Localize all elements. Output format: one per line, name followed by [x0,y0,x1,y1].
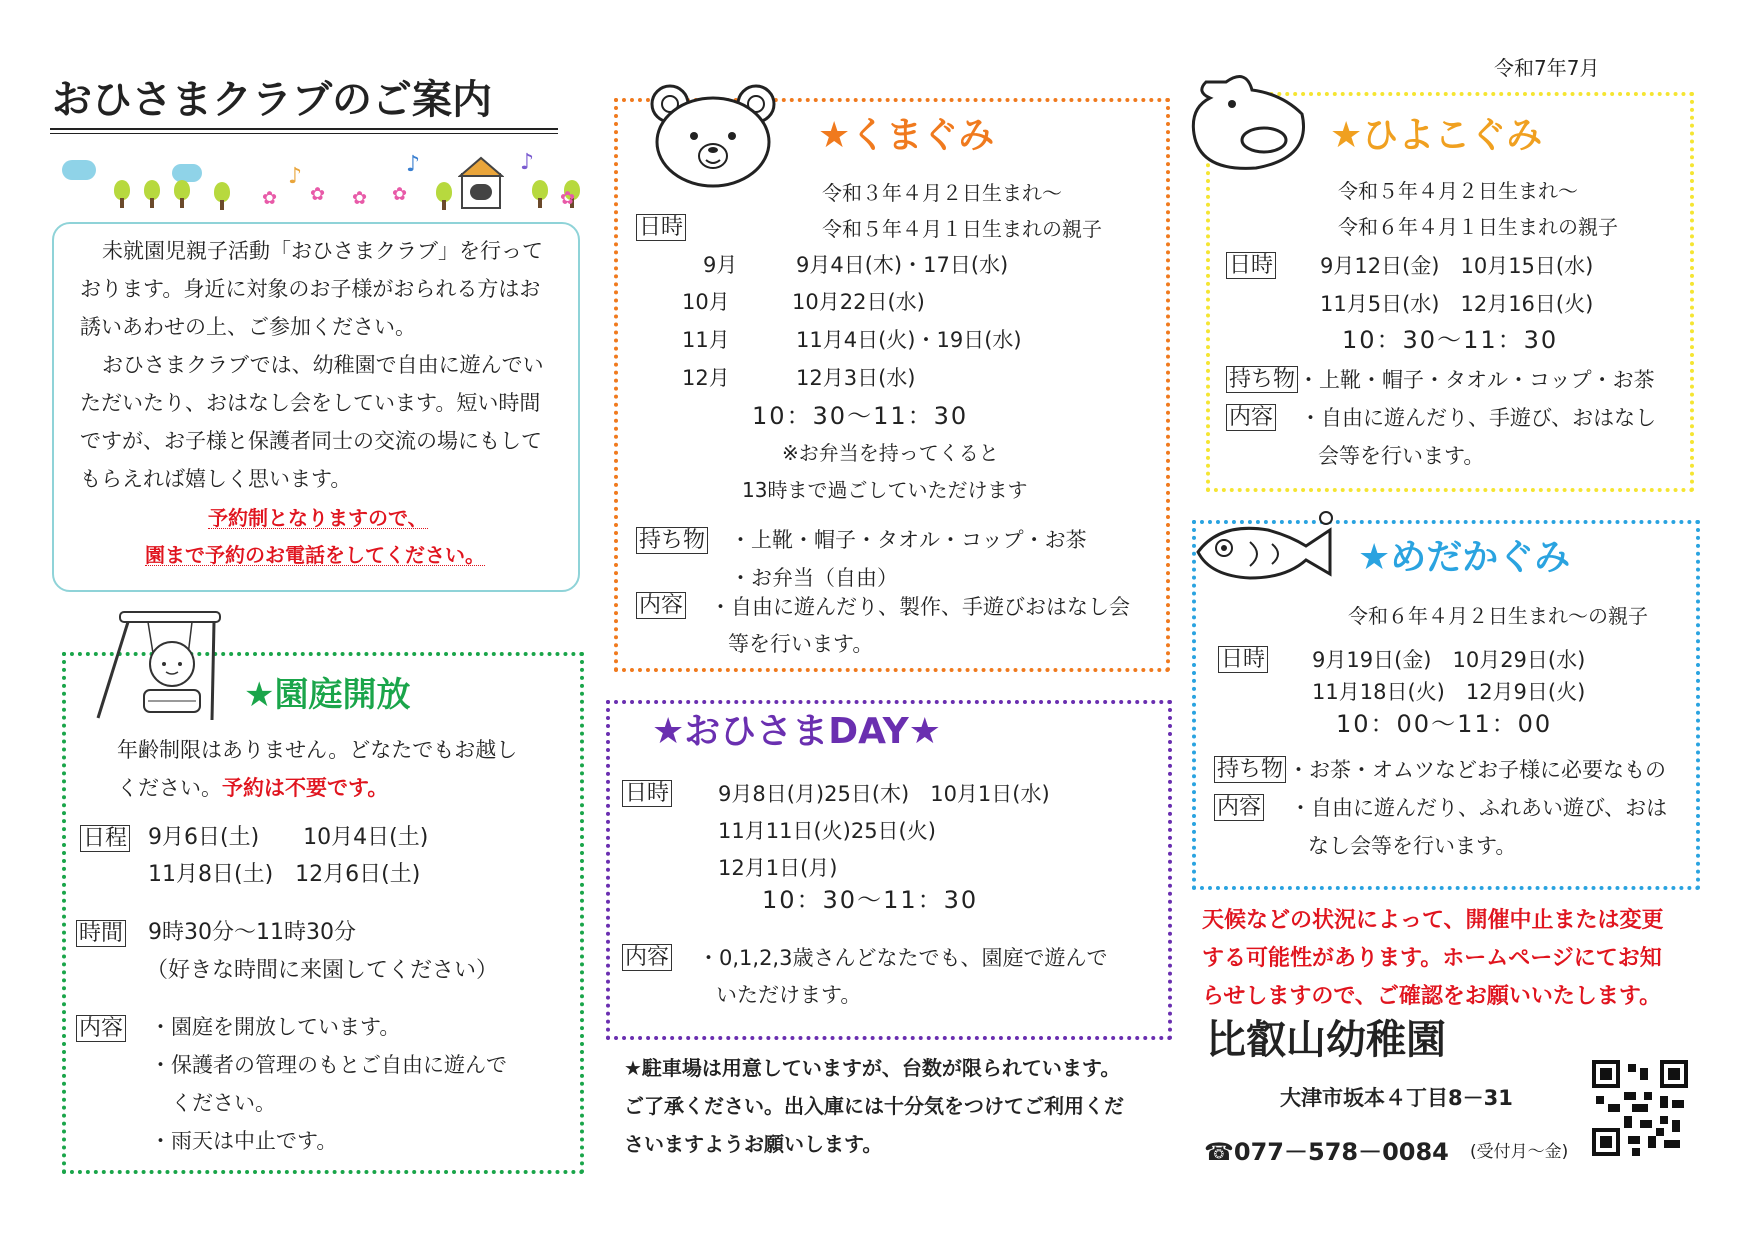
hiyoko-title: ★ひよこぐみ [1330,115,1543,156]
garden-desc: 年齢制限はありません。どなたでもお越し [117,738,518,762]
parking-notice: ご了承ください。出入庫には十分気をつけてご利用くだ [624,1094,1124,1118]
ohisama-day-content-label: 内容 [622,944,672,971]
hiyoko-dates: 11月5日(水) 12月16日(火) [1320,292,1594,316]
ohisama-day-time: 10：30～11：30 [762,886,979,914]
kuma-items-label: 持ち物 [636,527,708,554]
bear-icon [646,80,780,188]
hiyoko-time: 10：30～11：30 [1342,326,1559,354]
qr-code-icon[interactable] [1592,1060,1688,1156]
school-hours: (受付月～金) [1470,1142,1569,1162]
kuma-month: 11月 [682,328,730,352]
school-phone: ☎077－578－0084 [1204,1138,1449,1166]
title-underline-2 [50,133,558,134]
hiyoko-content: ・自由に遊んだり、手遊び、おはなし [1300,406,1657,430]
chick-icon [1186,68,1312,176]
kuma-month: 9月 [703,253,738,277]
flower-icon: ✿ [310,184,326,205]
intro-line: 未就園児親子活動「おひさまクラブ」を行って [102,239,543,263]
swing-child-icon [78,608,228,728]
medaka-items: ・お茶・オムツなどお子様に必要なもの [1288,758,1666,782]
kuma-time: 10：30～11：30 [752,402,969,430]
music-note-icon: ♪ [406,152,421,177]
music-note-icon: ♪ [520,150,535,175]
cloud-icon [62,160,96,180]
medaka-dates: 11月18日(火) 12月9日(火) [1312,680,1586,704]
flower-icon: ✿ [560,188,576,209]
decorative-scenery [48,150,578,220]
garden-content: ・保護者の管理のもとご自由に遊んで [150,1053,507,1077]
kuma-dates: 12月3日(水) [796,366,916,390]
issue-date: 令和7年7月 [1494,56,1600,80]
weather-warning: らせしますので、ご確認をお願いいたします。 [1202,984,1662,1009]
flower-icon: ✿ [262,188,278,209]
ohisama-day-dates: 12月1日(月) [718,856,838,880]
kuma-birth: 令和３年４月２日生まれ～ [822,181,1062,205]
medaka-dates: 9月19日(金) 10月29日(水) [1312,648,1586,672]
ohisama-day-content: いただけます。 [716,983,862,1007]
school-address: 大津市坂本４丁目8－31 [1280,1086,1513,1110]
flower-icon: ✿ [352,188,368,209]
ohisama-day-content: ・0,1,2,3歳さんどなたでも、園庭で遊んで [698,946,1108,970]
garden-content: ください。 [150,1091,276,1115]
medaka-date-label: 日時 [1218,646,1268,673]
music-note-icon: ♪ [288,164,303,189]
kuma-content: ・自由に遊んだり、製作、手遊びおはなし会 [710,595,1130,619]
garden-time-label: 時間 [76,920,126,947]
kuma-content: 等を行います。 [728,632,874,656]
kuma-title: ★くまぐみ [818,115,995,156]
ohisama-day-dates: 11月11日(火)25日(火) [718,819,936,843]
hiyoko-content: 会等を行います。 [1318,444,1485,468]
parking-notice: ★駐車場は用意していますが、台数が限られています。 [624,1056,1121,1080]
medaka-content-label: 内容 [1214,794,1264,821]
reservation-notice: 園まで予約のお電話をしてください。 [145,543,485,567]
fish-icon [1190,508,1336,590]
house-icon [458,154,504,210]
kuma-note: ※お弁当を持ってくると [782,441,999,465]
garden-time: 9時30分～11時30分 [148,920,356,945]
medaka-items-label: 持ち物 [1214,756,1286,783]
hiyoko-items: ・上靴・帽子・タオル・コップ・お茶 [1298,368,1655,392]
ohisama-day-dates: 9月8日(月)25日(木) 10月1日(水) [718,782,1050,806]
hiyoko-dates: 9月12日(金) 10月15日(水) [1320,254,1594,278]
weather-warning: 天候などの状況によって、開催中止または変更 [1202,908,1664,933]
kuma-note: 13時まで過ごしていただけます [742,478,1028,502]
intro-line: もらえれば嬉しく思います。 [80,467,352,491]
school-name: 比叡山幼稚園 [1206,1017,1446,1063]
kuma-birth: 令和５年４月１日生まれの親子 [822,217,1102,241]
medaka-title: ★めだかぐみ [1358,537,1571,578]
kuma-dates: 9月4日(木)・17日(水) [796,253,1009,277]
kuma-items: ・お弁当（自由） [730,566,898,590]
hiyoko-birth: 令和６年４月１日生まれの親子 [1338,215,1618,239]
intro-line: 誘いあわせの上、ご参加ください。 [80,315,416,339]
intro-line: ですが、お子様と保護者同士の交流の場にもして [80,429,542,453]
garden-schedule: 11月8日(土) 12月6日(土) [148,862,421,887]
medaka-content: なし会等を行います。 [1308,834,1517,858]
medaka-content: ・自由に遊んだり、ふれあい遊び、おは [1290,796,1668,820]
hiyoko-content-label: 内容 [1226,404,1276,431]
kuma-items: ・上靴・帽子・タオル・コップ・お茶 [730,528,1087,552]
cloud-icon [172,164,202,182]
garden-time-note: （好きな時間に来園してください） [146,958,499,983]
garden-box [62,652,584,1174]
ohisama-day-title: ★おひさまDAY★ [652,711,941,752]
title-underline [50,128,558,130]
parking-notice: さいますようお願いします。 [624,1132,883,1156]
hiyoko-date-label: 日時 [1226,252,1276,279]
ohisama-day-date-label: 日時 [622,780,672,807]
weather-warning: する可能性があります。ホームページにてお知 [1202,946,1662,971]
intro-line: おひさまクラブでは、幼稚園で自由に遊んでい [102,353,544,377]
medaka-time: 10：00～11：00 [1336,710,1553,738]
garden-desc: ください。予約は不要です。 [117,776,389,800]
garden-schedule-label: 日程 [80,825,130,852]
garden-schedule: 9月6日(土) 10月4日(土) [148,825,429,850]
intro-line: おります。身近に対象のお子様がおられる方はお [80,277,541,301]
garden-content: ・園庭を開放しています。 [150,1015,401,1039]
kuma-month: 12月 [682,366,730,390]
garden-title: ★園庭開放 [244,675,411,715]
hiyoko-birth: 令和５年４月２日生まれ～ [1338,179,1578,203]
garden-content: ・雨天は中止です。 [150,1129,338,1153]
flower-icon: ✿ [392,184,408,205]
hiyoko-items-label: 持ち物 [1226,366,1298,393]
page-title: おひさまクラブのご案内 [52,77,492,123]
kuma-dates: 11月4日(火)・19日(水) [796,328,1022,352]
kuma-month: 10月 [682,290,730,314]
reservation-notice: 予約制となりますので、 [208,506,428,530]
kuma-date-label: 日時 [636,214,686,241]
medaka-birth: 令和６年４月２日生まれ～の親子 [1348,604,1648,628]
kuma-content-label: 内容 [636,592,686,619]
intro-line: ただいたり、おはなし会をしています。短い時間 [80,391,541,415]
garden-content-label: 内容 [76,1015,126,1042]
kuma-dates: 10月22日(水) [792,290,925,314]
